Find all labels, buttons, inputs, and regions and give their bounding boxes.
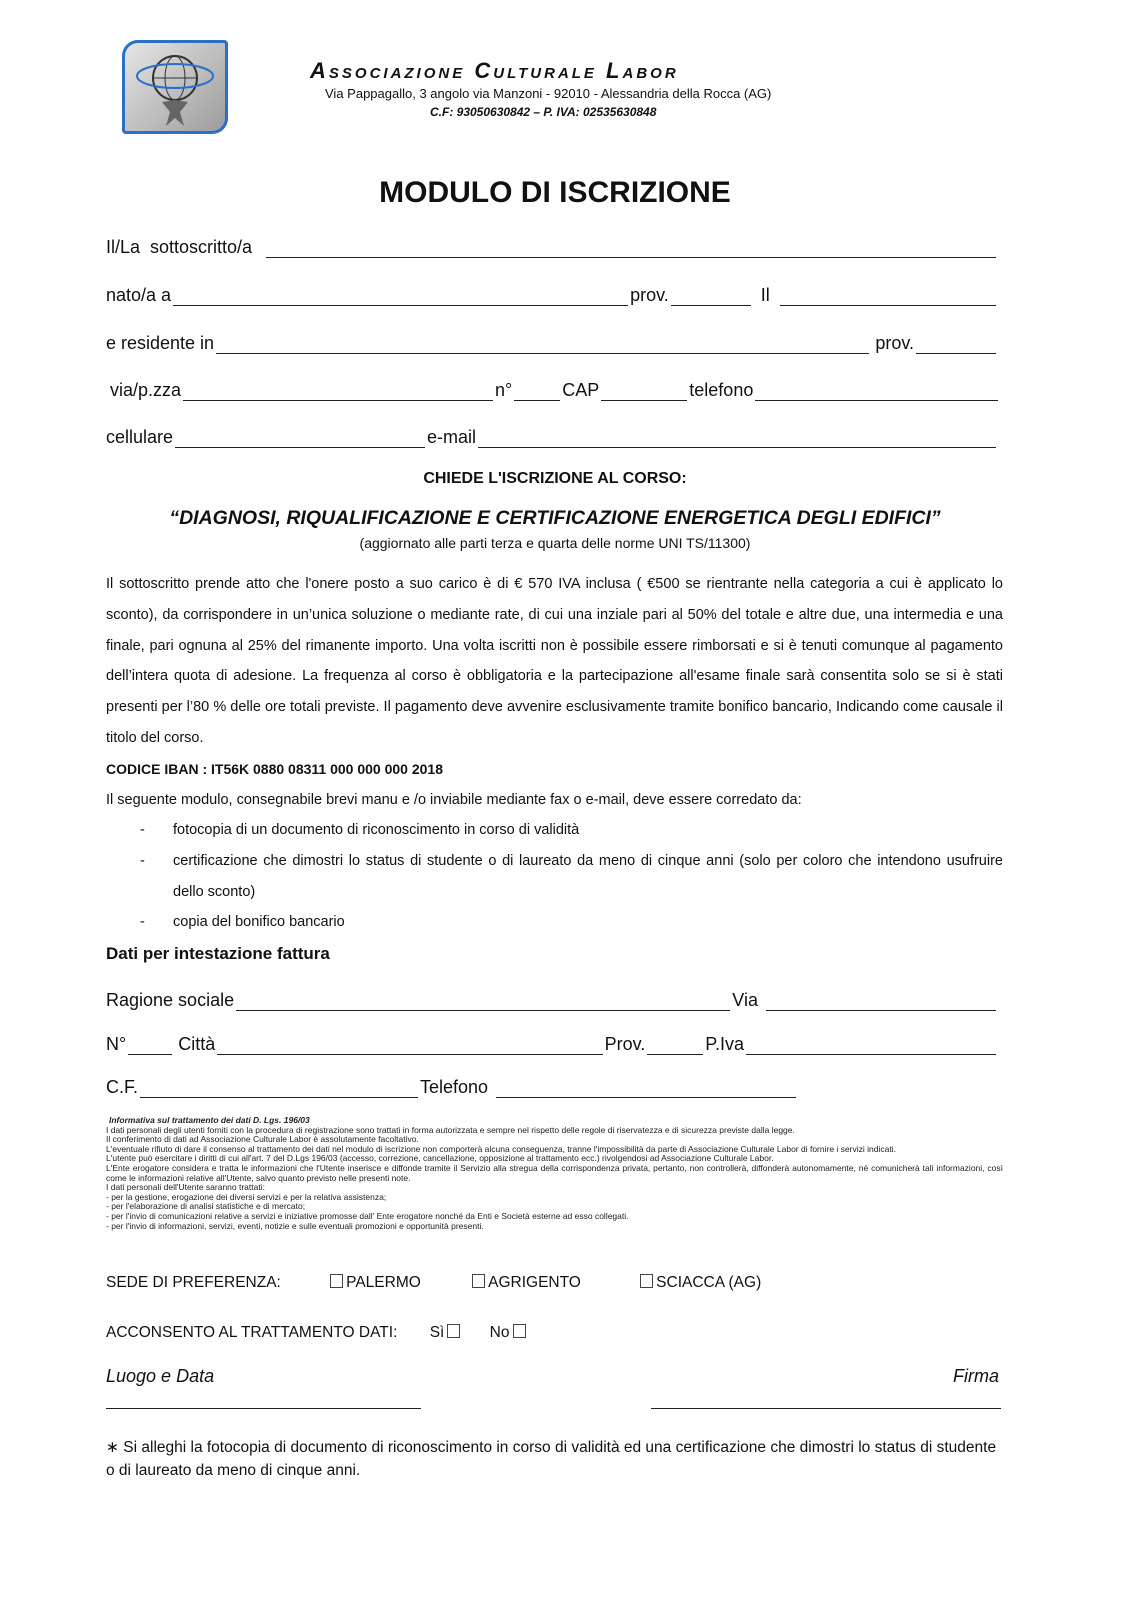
label-email: e-mail bbox=[427, 427, 477, 447]
option-label: AGRIGENTO bbox=[488, 1274, 581, 1291]
checkbox[interactable] bbox=[472, 1274, 485, 1288]
attachment-text: fotocopia di un documento di riconoscimento in corso di validità bbox=[173, 822, 580, 838]
privacy-line: L'utente può esercitare i diritti di cui all'art. 7 del D.Lgs 196/03 (accesso, correzione, cancellazione, opposizione al trattamento ecc.) rivolgendosi ad Associazione Culturale Labor. bbox=[106, 1153, 774, 1164]
privacy-line: - per l'invio di comunicazioni relative a servizi e iniziative promosse dall' Ente erogatore nonché da Enti e Società esterne ad esso collegati. bbox=[106, 1210, 629, 1221]
label-sottoscritto: Il/La sottoscritto/a bbox=[106, 237, 253, 257]
privacy-line: I dati personali dell'Utente saranno trattati: bbox=[106, 1182, 265, 1193]
row-name bbox=[106, 234, 998, 258]
input-invoice-phone[interactable] bbox=[496, 1079, 796, 1098]
association-logo bbox=[122, 40, 228, 134]
organization-fiscal-codes: C.F: 93050630842 – P. IVA: 02535630848 bbox=[430, 105, 657, 119]
row-invoice-2 bbox=[106, 1031, 998, 1055]
row-residence bbox=[106, 330, 998, 354]
label-mobile: cellulare bbox=[106, 427, 174, 447]
row-invoice-1 bbox=[106, 987, 998, 1011]
place-date-field[interactable] bbox=[106, 1408, 421, 1409]
page-title: MODULO DI ISCRIZIONE bbox=[379, 176, 731, 209]
place-date-label: Luogo e Data bbox=[106, 1366, 215, 1386]
label-residence: e residente in bbox=[106, 333, 215, 353]
label-vat: P.Iva bbox=[705, 1034, 744, 1054]
label-phone: telefono bbox=[689, 380, 754, 400]
privacy-line: - per la gestione, erogazione dei diversi servizi e per la relativa assistenza; bbox=[106, 1191, 387, 1202]
input-email[interactable] bbox=[478, 429, 996, 448]
checkbox[interactable] bbox=[330, 1274, 343, 1288]
label-number: n° bbox=[495, 380, 513, 400]
invoice-heading: Dati per intestazione fattura bbox=[106, 944, 330, 963]
terms-paragraph: Il sottoscritto prende atto che l'onere posto a suo carico è di € 570 IVA inclusa ( €500 se rientrante nella categoria a cui è applicato lo sconto), da corrispondere in un’unica soluzione o mediante rate, di cui una inziale pari al 50% del totale e altre due, una intermedia e una finale, pari ognuna al 25% del rimanente importo. Una volta iscritti non è possibile essere rimborsati e si è tenuti comunque al pagamento dell’intera quota di adesione. La frequenza al corso è obbligatoria e la partecipazione all'esame finale sarà consentita solo se si è stati presenti per l’80 % delle ore totali previste. Il pagamento deve avvenire esclusivamente tramite bonifico bancario, Indicando come causale il titolo del corso. bbox=[106, 576, 1003, 746]
iban: CODICE IBAN : IT56K 0880 08311 000 000 000 2018 bbox=[106, 761, 443, 777]
row-birth bbox=[106, 282, 998, 306]
list-item: - copia del bonifico bancario bbox=[140, 907, 1003, 938]
privacy-line: Il conferimento di dati ad Associazione Culturale Labor è assolutamente facoltativo. bbox=[106, 1134, 419, 1145]
input-name[interactable] bbox=[266, 239, 996, 258]
label-date: Il bbox=[760, 285, 770, 305]
option-sciacca[interactable] bbox=[637, 1274, 761, 1291]
label-prov: prov. bbox=[875, 333, 914, 353]
course-title: “DIAGNOSI, RIQUALIFICAZIONE E CERTIFICAZIONE ENERGETICA DEGLI EDIFICI” bbox=[169, 507, 941, 529]
option-label: PALERMO bbox=[346, 1274, 421, 1291]
input-birthdate[interactable] bbox=[780, 287, 996, 306]
privacy-line: - per l'elaborazione di analisi statistiche e di mercato; bbox=[106, 1201, 306, 1212]
label-invoice-prov: Prov. bbox=[604, 1034, 646, 1054]
input-vat[interactable] bbox=[746, 1036, 996, 1055]
input-invoice-prov[interactable] bbox=[647, 1036, 703, 1055]
row-invoice-3 bbox=[106, 1074, 798, 1098]
label-invoice-phone: Telefono bbox=[420, 1077, 489, 1097]
location-label: SEDE DI PREFERENZA: bbox=[106, 1274, 281, 1291]
option-palermo[interactable] bbox=[327, 1274, 421, 1291]
consent-yes[interactable] bbox=[430, 1324, 464, 1341]
organization-address: Via Pappagallo, 3 angolo via Manzoni - 92010 - Alessandria della Rocca (AG) bbox=[325, 86, 772, 101]
privacy-line: I dati personali degli utenti forniti con la procedura di registrazione sono trattati in forma autorizzata e sempre nel rispetto delle regole di riservatezza e di sicurezza previste dalla legge. bbox=[106, 1124, 795, 1135]
label-invoice-number: N° bbox=[106, 1034, 127, 1054]
input-cap[interactable] bbox=[601, 382, 687, 401]
course-subtitle: (aggiornato alle parti terza e quarta delle norme UNI TS/11300) bbox=[359, 535, 751, 551]
yes-label: Sì bbox=[429, 1324, 445, 1341]
attachments-list bbox=[140, 815, 1003, 938]
input-street[interactable] bbox=[183, 382, 493, 401]
privacy-line: - per l'invio di informazioni, servizi, eventi, notizie e sulle eventuali promozioni e opportunità presenti. bbox=[106, 1220, 484, 1231]
location-preference bbox=[106, 1274, 761, 1292]
no-label: No bbox=[489, 1324, 510, 1341]
label-street: via/p.zza bbox=[110, 380, 182, 400]
organization-name: Associazione Culturale Labor bbox=[310, 58, 679, 83]
attachment-text: certificazione che dimostri lo status di studente o di laureato da meno di cinque anni (solo per coloro che intendono usufruire dello sconto) bbox=[173, 852, 1003, 900]
attachments-intro: Il seguente modulo, consegnabile brevi manu e /o inviabile mediante fax o e-mail, deve essere corredato da: bbox=[106, 792, 802, 808]
label-invoice-street: Via bbox=[732, 990, 758, 1010]
signature-field[interactable] bbox=[651, 1408, 1001, 1409]
request-heading: CHIEDE L'ISCRIZIONE AL CORSO: bbox=[423, 470, 687, 487]
checkbox[interactable] bbox=[447, 1324, 460, 1338]
privacy-notice bbox=[106, 1116, 1003, 1231]
label-prov: prov. bbox=[630, 285, 669, 305]
privacy-title: Informativa sul trattamento dei dati D. Lgs. 196/03 bbox=[109, 1115, 310, 1125]
input-invoice-street[interactable] bbox=[766, 992, 996, 1011]
label-born: nato/a a bbox=[106, 285, 172, 305]
row-contacts bbox=[106, 424, 998, 448]
input-fiscal-code[interactable] bbox=[140, 1079, 418, 1098]
input-invoice-number[interactable] bbox=[128, 1036, 172, 1055]
input-residence[interactable] bbox=[216, 335, 869, 354]
row-address bbox=[110, 377, 1000, 401]
attachment-text: copia del bonifico bancario bbox=[173, 914, 345, 931]
data-consent bbox=[106, 1324, 529, 1342]
privacy-line: L'eventuale rifiuto di dare il consenso al trattamento dei dati nel modulo di iscrizione non comporterà alcuna conseguenza, tranne l'impossibilità da parte di Associazione Culturale Labor di fornire i servizi indicati. bbox=[106, 1143, 896, 1154]
label-city: Città bbox=[178, 1034, 216, 1054]
input-birthplace[interactable] bbox=[173, 287, 628, 306]
input-birth-prov[interactable] bbox=[671, 287, 751, 306]
list-item: - fotocopia di un documento di riconoscimento in corso di validità bbox=[140, 815, 1003, 846]
label-cap: CAP bbox=[562, 380, 600, 400]
signature-label: Firma bbox=[953, 1366, 999, 1386]
checkbox[interactable] bbox=[513, 1324, 526, 1338]
input-phone[interactable] bbox=[755, 382, 998, 401]
list-item: - certificazione che dimostri lo status di studente o di laureato da meno di cinque anni (solo per coloro che intendono usufruire dello sconto) bbox=[140, 846, 1003, 908]
checkbox[interactable] bbox=[640, 1274, 653, 1288]
footnote: ∗ Si alleghi la fotocopia di documento di riconoscimento in corso di validità ed una certificazione che dimostri lo status di studente o di laureato da meno di cinque anni. bbox=[106, 1439, 997, 1479]
input-company[interactable] bbox=[236, 992, 730, 1011]
input-city[interactable] bbox=[217, 1036, 602, 1055]
input-mobile[interactable] bbox=[175, 429, 425, 448]
consent-no[interactable] bbox=[490, 1324, 529, 1341]
privacy-line: L'Ente erogatore considera e tratta le informazioni che l'Utente inserisce e diffonde tramite il Servizio alla stregua della corrispondenza privata, pertanto, non controllerà, diffonderà autonomamente, né comunicherà tali informazioni, così come le informazioni relative all'Utente, salvo quanto previsto nelle presenti note. bbox=[106, 1162, 1003, 1183]
option-agrigento[interactable] bbox=[469, 1274, 581, 1291]
input-residence-prov[interactable] bbox=[916, 335, 996, 354]
label-fiscal-code: C.F. bbox=[106, 1077, 139, 1097]
consent-label: ACCONSENTO AL TRATTAMENTO DATI: bbox=[106, 1324, 398, 1341]
input-number[interactable] bbox=[514, 382, 560, 401]
label-company: Ragione sociale bbox=[106, 990, 235, 1010]
option-label: SCIACCA (AG) bbox=[656, 1274, 762, 1291]
